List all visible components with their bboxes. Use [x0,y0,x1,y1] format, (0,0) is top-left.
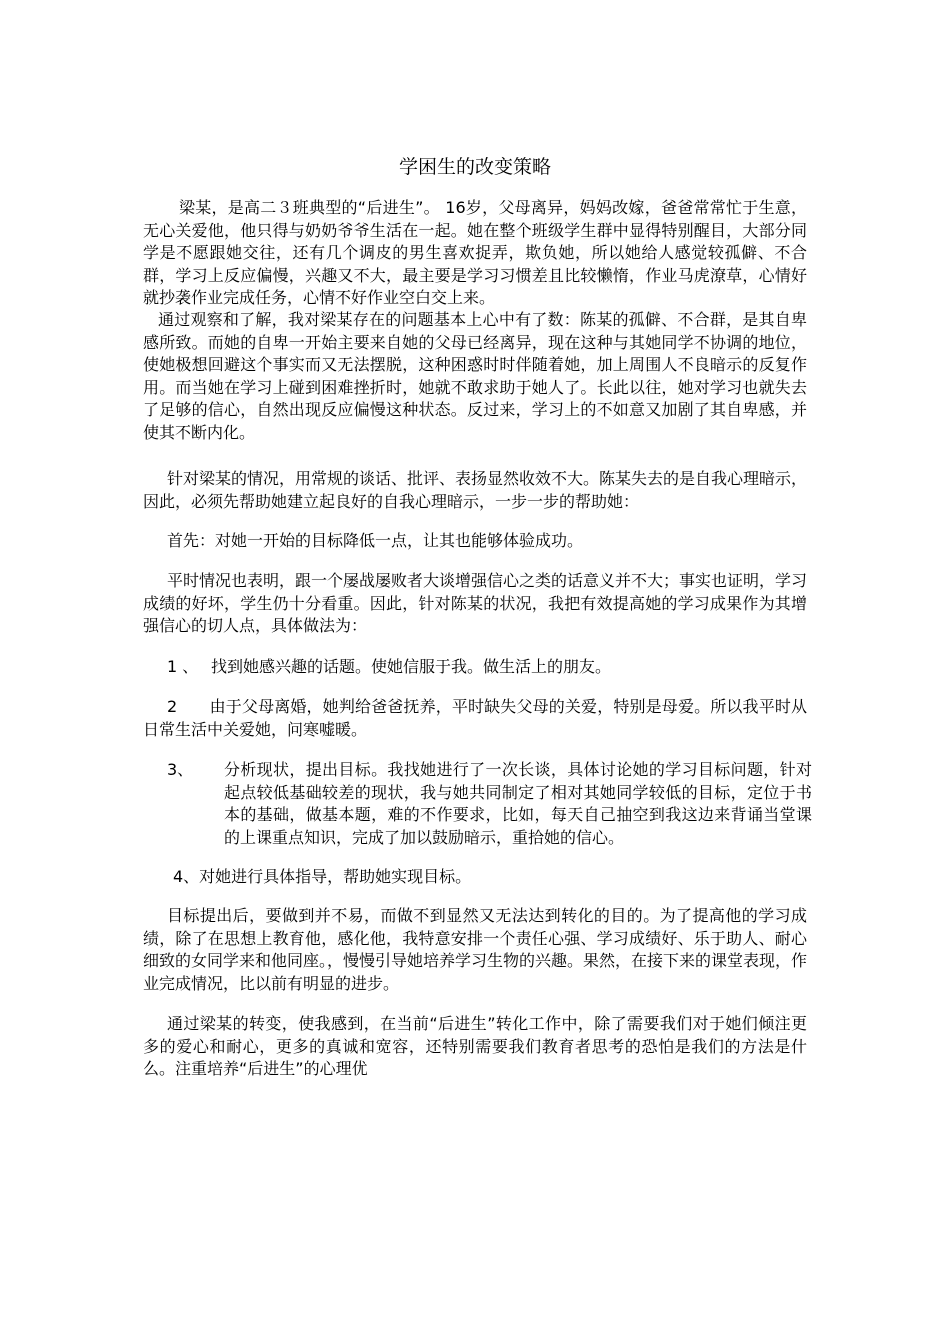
list-item-text: 分析现状，提出目标。我找她进行了一次长谈，具体讨论她的学习目标问题，针对起点较低基础较差的现状，我与她共同制定了相对其她同学较低的目标，定位于书本的基础，做基本题，难的不作要求，比如，每天自己抽空到我这边来背诵当堂课的上课重点知识，完成了加以鼓励暗示，重拾她的信心。 [224,760,812,847]
list-item-number: 3、 [167,760,194,779]
paragraph-implementation: 目标提出后，要做到并不易，而做不到显然又无法达到转化的目的。为了提高他的学习成绩，除了在思想上教育他，感化他，我特意安排一个责任心强、学习成绩好、乐于助人、耐心细致的女同学来和他同座。，慢慢引导她培养学习生物的兴趣。果然，在接下来的课堂表现，作业完成情况，比以前有明显的进步。 [143,906,808,993]
paragraph-method-intro: 平时情况也表明，跟一个屡战屡败者大谈增强信心之类的话意义并不大；事实也证明，学习成绩的好坏，学生仍十分看重。因此，针对陈某的状况，我把有效提高她的学习成果作为其增强信心的切人点，具体做法为： [143,571,808,635]
list-item-2: 2 由于父母离婚，她判给爸爸抚养，平时缺失父母的关爱，特别是母爱。所以我平时从日常生活中关爱她，问寒嘘暖。 [143,697,807,739]
list-item-4: 4、对她进行具体指导，帮助她实现目标。 [173,867,472,886]
document-title: 学困生的改变策略 [398,156,551,178]
list-item-number: 1 、 [167,657,199,676]
paragraph-intro: 梁某，是高二３班典型的“后进生”。 16岁，父母离异，妈妈改嫁，爸爸常常忙于生意，无心关爱他，他只得与奶奶爷爷生活在一起。她在整个班级学生群中显得特别醒目，大部分同学是不愿跟她交往，还有几个调皮的男生喜欢捉弄，欺负她，所以她给人感觉较孤僻、不合群，学习上反应偏慢，兴趣又不大，最主要是学习习惯差且比较懒惰，作业马虎潦草，心情好就抄袭作业完成任务，心情不好作业空白交上来。 [143,198,807,307]
list-item-1 [167,656,807,679]
paragraph-conclusion: 通过梁某的转变，使我感到，在当前“后进生”转化工作中，除了需要我们对于她们倾注更多的爱心和耐心，更多的真诚和宽容，还特别需要我们教育者思考的恐怕是我们的方法是什么。注重培养“后进生”的心理优 [143,1014,807,1078]
paragraph-analysis: 通过观察和了解，我对梁某存在的问题基本上心中有了数：陈某的孤僻、不合群，是其自卑感所致。而她的自卑一开始主要来自她的父母已经离异，现在这种与其她同学不协调的地位，使她极想回避这个事实而又无法摆脱，这种困惑时时伴随着她，加上周围人不良暗示的反复作用。而当她在学习上碰到困难挫折时，她就不敢求助于她人了。长此以往，她对学习也就失去了足够的信心，自然出现反应偏慢这种状态。反过来，学习上的不如意又加剧了其自卑感，并使其不断内化。 [143,310,807,442]
list-item-3 [167,759,812,851]
paragraph-first-step: 首先：对她一开始的目标降低一点，让其也能够体验成功。 [167,531,584,550]
list-item-text: 找到她感兴趣的话题。使她信服于我。做生活上的朋友。 [211,657,612,676]
paragraph-strategy: 针对梁某的情况，用常规的谈话、批评、表扬显然收效不大。陈某失去的是自我心理暗示，因此，必须先帮助她建立起良好的自我心理暗示，一步一步的帮助她： [143,469,808,511]
